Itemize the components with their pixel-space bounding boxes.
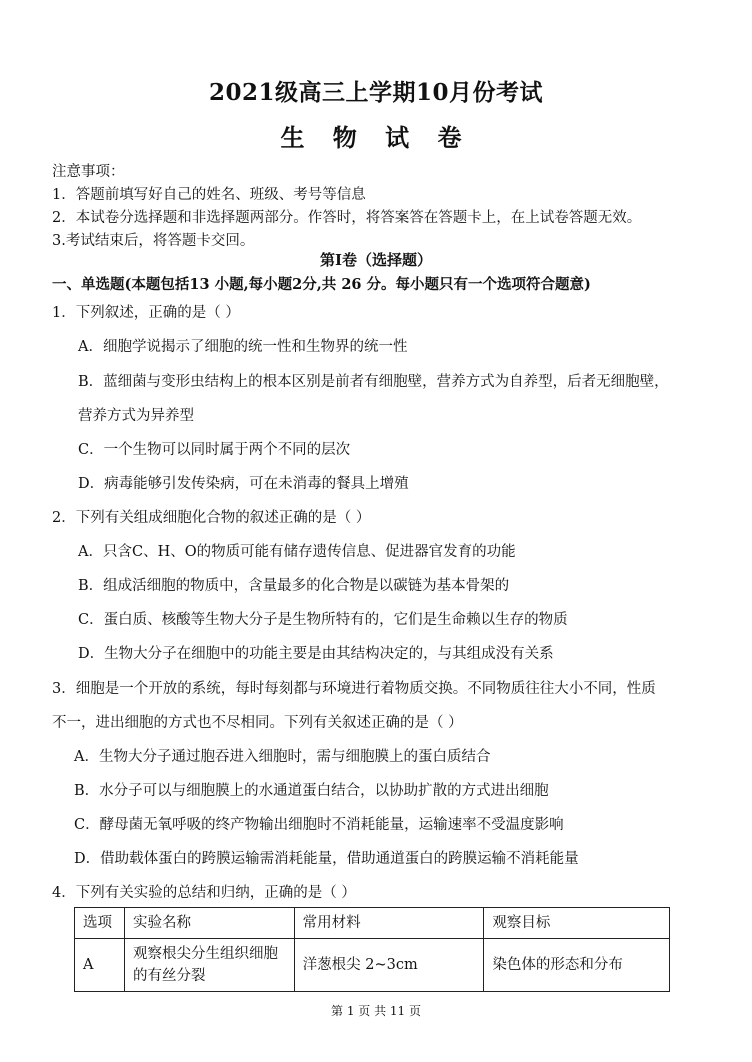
question-2-option-a: A．只含C、H、O的物质可能有储存遗传信息、促进器官发育的功能 <box>78 544 516 560</box>
section-description: 一、单选题(本题包括13 小题,每小题2分,共 26 分。每小题只有一个选项符合题意) <box>52 276 591 293</box>
question-1-option-d: D．病毒能够引发传染病，可在未消毒的餐具上增殖 <box>78 476 409 492</box>
question-1-option-b-cont: 营养方式为异养型 <box>78 408 194 424</box>
question-1-option-b: B．蓝细菌与变形虫结构上的根本区别是前者有细胞壁，营养方式为自养型，后者无细胞壁， <box>78 374 669 390</box>
section-title: 第Ⅰ卷（选择题） <box>319 251 433 269</box>
question-2-option-b: B．组成活细胞的物质中，含量最多的化合物是以碳链为基本骨架的 <box>78 578 510 594</box>
question-3-option-d: D．借助载体蛋白的跨膜运输需消耗能量，借助通道蛋白的跨膜运输不消耗能量 <box>74 851 579 867</box>
question-1-option-c: C．一个生物可以同时属于两个不同的层次 <box>78 442 351 458</box>
question-3-stem: 3．细胞是一个开放的系统，每时每刻都与环境进行着物质交换。不同物质往往大小不同，性质 <box>52 681 656 697</box>
question-3-option-c: C．酵母菌无氧呼吸的终产物输出细胞时不消耗能量，运输速率不受温度影响 <box>74 817 564 833</box>
question-1-stem: 1．下列叙述，正确的是（ ） <box>52 305 240 321</box>
question-2-option-d: D．生物大分子在细胞中的功能主要是由其结构决定的，与其组成没有关系 <box>78 646 554 662</box>
notice-item-3: 3.考试结束后，将答题卡交回。 <box>52 233 255 249</box>
table-header: 常用材料 <box>294 908 484 939</box>
table-header: 实验名称 <box>124 908 294 939</box>
question-3-option-b: B．水分子可以与细胞膜上的水通道蛋白结合，以协助扩散的方式进出细胞 <box>74 783 549 799</box>
table-cell: 染色体的形态和分布 <box>484 939 670 992</box>
table-header-row <box>75 908 670 939</box>
table-header: 选项 <box>75 908 125 939</box>
exam-title: 2021级高三上学期10月份考试 <box>208 79 544 106</box>
question-4-stem: 4．下列有关实验的总结和归纳，正确的是（ ） <box>52 885 356 901</box>
subject-title: 生 物 试 卷 <box>280 123 472 152</box>
question-3-stem-cont: 不一，进出细胞的方式也不尽相同。下列有关叙述正确的是（ ） <box>52 715 463 731</box>
notice-heading: 注意事项： <box>52 164 125 180</box>
question-2-option-c: C．蛋白质、核酸等生物大分子是生物所特有的，它们是生命赖以生存的物质 <box>78 612 568 628</box>
table-header: 观察目标 <box>484 908 670 939</box>
table-cell: 洋葱根尖 2~3cm <box>294 939 484 992</box>
question-1-option-a: A．细胞学说揭示了细胞的统一性和生物界的统一性 <box>78 339 408 355</box>
notice-item-2: 2．本试卷分选择题和非选择题两部分。作答时，将答案答在答题卡上，在上试卷答题无效。 <box>52 210 642 226</box>
page-footer: 第 1 页 共 11 页 <box>331 1004 421 1018</box>
table-cell: A <box>75 939 125 992</box>
table-row <box>75 939 670 992</box>
question-3-option-a: A．生物大分子通过胞吞进入细胞时，需与细胞膜上的蛋白质结合 <box>74 749 491 765</box>
question-2-stem: 2．下列有关组成细胞化合物的叙述正确的是（ ） <box>52 510 371 526</box>
notice-item-1: 1．答题前填写好自己的姓名、班级、考号等信息 <box>52 187 366 203</box>
experiment-table <box>74 907 670 992</box>
table-cell: 观察根尖分生组织细胞的有丝分裂 <box>124 939 294 992</box>
